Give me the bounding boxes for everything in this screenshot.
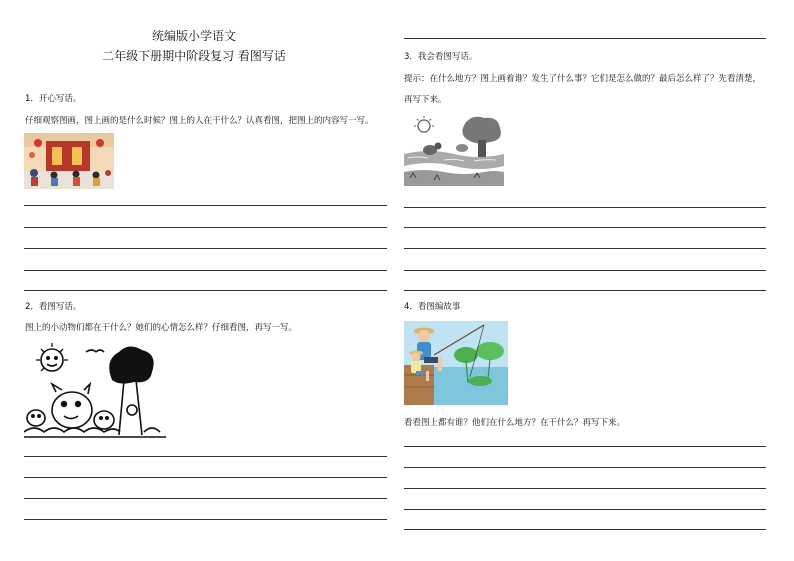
writing-line — [404, 207, 766, 208]
section-2-heading: 2．看图写话。 — [25, 302, 82, 312]
section-3-prompt-line2: 再写下来。 — [404, 95, 447, 105]
writing-line — [24, 477, 387, 478]
father-son-fishing-picture — [404, 321, 508, 405]
section-4-prompt: 看看图上都有谁？他们在什么地方？在干什么？再写下来。 — [404, 418, 626, 428]
writing-line — [404, 488, 766, 489]
writing-line — [404, 509, 766, 510]
writing-line — [24, 456, 387, 457]
section-1-heading: 1．开心写话。 — [25, 94, 82, 104]
animals-line-drawing — [24, 340, 166, 440]
writing-line — [24, 498, 387, 499]
writing-line — [404, 270, 766, 271]
section-4-heading: 4．看图编故事 — [404, 302, 461, 312]
riverside-animals-drawing — [404, 114, 504, 186]
top-rule — [404, 38, 766, 39]
writing-line — [404, 467, 766, 468]
writing-line — [24, 270, 387, 271]
writing-line — [404, 446, 766, 447]
new-year-celebration-picture — [24, 133, 114, 189]
writing-line — [404, 529, 766, 530]
writing-line — [24, 519, 387, 520]
writing-line — [404, 290, 766, 291]
worksheet-title: 统编版小学语文 — [151, 29, 236, 43]
section-2-prompt: 图上的小动物们都在干什么？她们的心情怎么样？仔细看图，再写一写。 — [25, 323, 298, 333]
writing-line — [404, 227, 766, 228]
worksheet-subtitle: 二年级下册期中阶段复习 看图写话 — [102, 49, 286, 63]
writing-line — [24, 248, 387, 249]
writing-line — [404, 248, 766, 249]
section-1-prompt: 仔细观察图画，图上画的是什么时候？图上的人在干什么？认真看图，把图上的内容写一写。 — [25, 116, 374, 126]
section-3-heading: 3．我会看图写话。 — [404, 52, 478, 62]
writing-line — [24, 227, 387, 228]
writing-line — [24, 290, 387, 291]
section-3-prompt-line1: 提示：在什么地方？图上画着谁？发生了什么事？它们是怎么做的？最后怎么样了？先看清楚， — [404, 74, 762, 84]
writing-line — [24, 205, 387, 206]
